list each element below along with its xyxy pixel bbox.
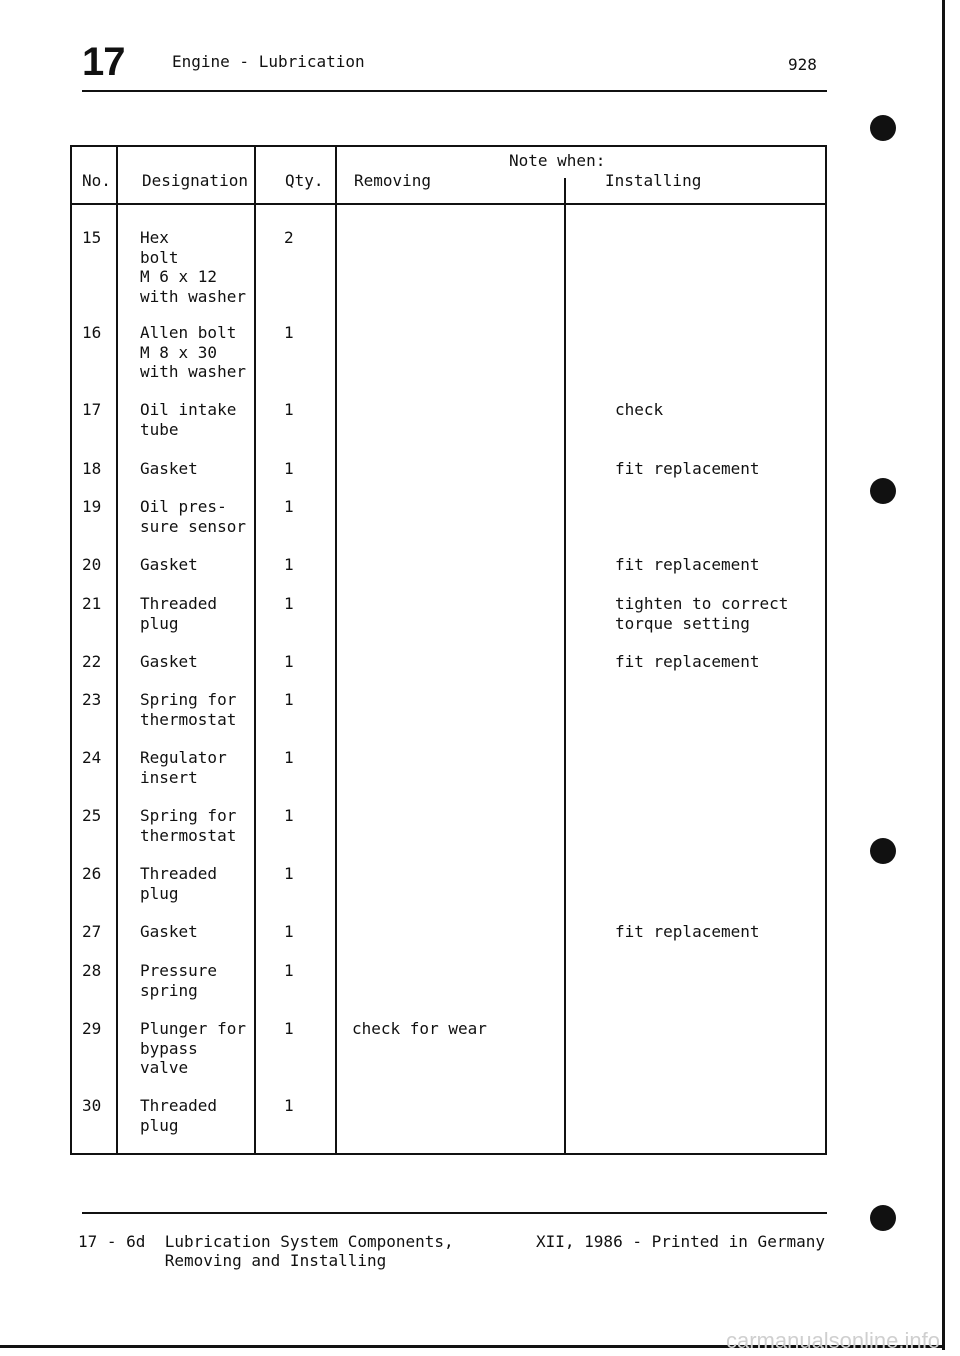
section-number: 17 xyxy=(82,40,125,84)
footer-page-number: 17 - 6d xyxy=(78,1232,146,1251)
cell-installing: check xyxy=(615,400,664,419)
page-edge xyxy=(942,0,945,1350)
cell-no: 19 xyxy=(82,497,102,516)
cell-designation: Spring for thermostat xyxy=(140,690,237,729)
cell-qty: 1 xyxy=(284,961,294,980)
cell-qty: 2 xyxy=(284,228,294,247)
cell-no: 25 xyxy=(82,806,102,825)
cell-no: 26 xyxy=(82,864,102,883)
model-number: 928 xyxy=(788,55,817,74)
footer-description: Lubrication System Components, Removing and Installing xyxy=(164,1232,454,1270)
cell-designation: Oil pres- sure sensor xyxy=(140,497,246,536)
cell-no: 20 xyxy=(82,555,102,574)
punch-hole-1 xyxy=(870,115,896,141)
cell-no: 30 xyxy=(82,1096,102,1115)
punch-hole-4 xyxy=(870,1205,896,1231)
cell-designation: Threaded plug xyxy=(140,594,218,633)
footer-edition: XII, 1986 - Printed in Germany xyxy=(536,1232,825,1251)
cell-no: 29 xyxy=(82,1019,102,1038)
cell-designation: Gasket xyxy=(140,459,198,478)
header-rule xyxy=(82,90,827,92)
cell-no: 23 xyxy=(82,690,102,709)
cell-qty: 1 xyxy=(284,323,294,342)
cell-no: 21 xyxy=(82,594,102,613)
footer-page-info xyxy=(78,1232,454,1270)
header-designation: Designation xyxy=(142,171,248,190)
cell-designation: Gasket xyxy=(140,555,198,574)
cell-qty: 1 xyxy=(284,864,294,883)
cell-designation: Oil intake tube xyxy=(140,400,237,439)
cell-qty: 1 xyxy=(284,1096,294,1115)
cell-designation: Gasket xyxy=(140,922,198,941)
footer-rule xyxy=(82,1212,827,1214)
cell-installing: fit replacement xyxy=(615,922,760,941)
cell-qty: 1 xyxy=(284,806,294,825)
cell-no: 16 xyxy=(82,323,102,342)
cell-qty: 1 xyxy=(284,400,294,419)
cell-no: 22 xyxy=(82,652,102,671)
watermark: carmanualsonline.info xyxy=(725,1328,940,1353)
col-divider-no xyxy=(116,147,118,1153)
col-divider-qty xyxy=(335,147,337,1153)
cell-no: 17 xyxy=(82,400,102,419)
header-qty: Qty. xyxy=(285,171,324,190)
col-divider-designation xyxy=(254,147,256,1153)
cell-no: 28 xyxy=(82,961,102,980)
cell-designation: Spring for thermostat xyxy=(140,806,237,845)
header-no: No. xyxy=(82,171,111,190)
cell-no: 15 xyxy=(82,228,102,247)
punch-hole-3 xyxy=(870,838,896,864)
cell-installing: fit replacement xyxy=(615,555,760,574)
cell-designation: Allen bolt M 8 x 30 with washer xyxy=(140,323,246,381)
cell-designation: Threaded plug xyxy=(140,1096,218,1135)
cell-no: 27 xyxy=(82,922,102,941)
cell-designation: Hex bolt M 6 x 12 with washer xyxy=(140,228,246,306)
cell-removing: check for wear xyxy=(352,1019,487,1038)
header-installing: Installing xyxy=(605,171,702,190)
cell-installing: fit replacement xyxy=(615,652,760,671)
page-title: Engine - Lubrication xyxy=(172,52,365,71)
cell-designation: Gasket xyxy=(140,652,198,671)
cell-qty: 1 xyxy=(284,922,294,941)
cell-designation: Threaded plug xyxy=(140,864,218,903)
cell-qty: 1 xyxy=(284,690,294,709)
col-divider-removing xyxy=(564,178,566,1153)
cell-designation: Regulator insert xyxy=(140,748,227,787)
cell-designation: Pressure spring xyxy=(140,961,218,1000)
cell-qty: 1 xyxy=(284,594,294,613)
cell-qty: 1 xyxy=(284,497,294,516)
header-note-when: Note when: xyxy=(509,151,606,170)
cell-no: 18 xyxy=(82,459,102,478)
cell-qty: 1 xyxy=(284,652,294,671)
header-removing: Removing xyxy=(354,171,432,190)
cell-designation: Plunger for bypass valve xyxy=(140,1019,246,1077)
cell-qty: 1 xyxy=(284,459,294,478)
components-table xyxy=(70,145,827,1155)
header-divider xyxy=(72,203,825,205)
punch-hole-2 xyxy=(870,478,896,504)
cell-no: 24 xyxy=(82,748,102,767)
cell-qty: 1 xyxy=(284,555,294,574)
cell-qty: 1 xyxy=(284,1019,294,1038)
cell-installing: fit replacement xyxy=(615,459,760,478)
cell-installing: tighten to correct torque setting xyxy=(615,594,789,633)
cell-qty: 1 xyxy=(284,748,294,767)
